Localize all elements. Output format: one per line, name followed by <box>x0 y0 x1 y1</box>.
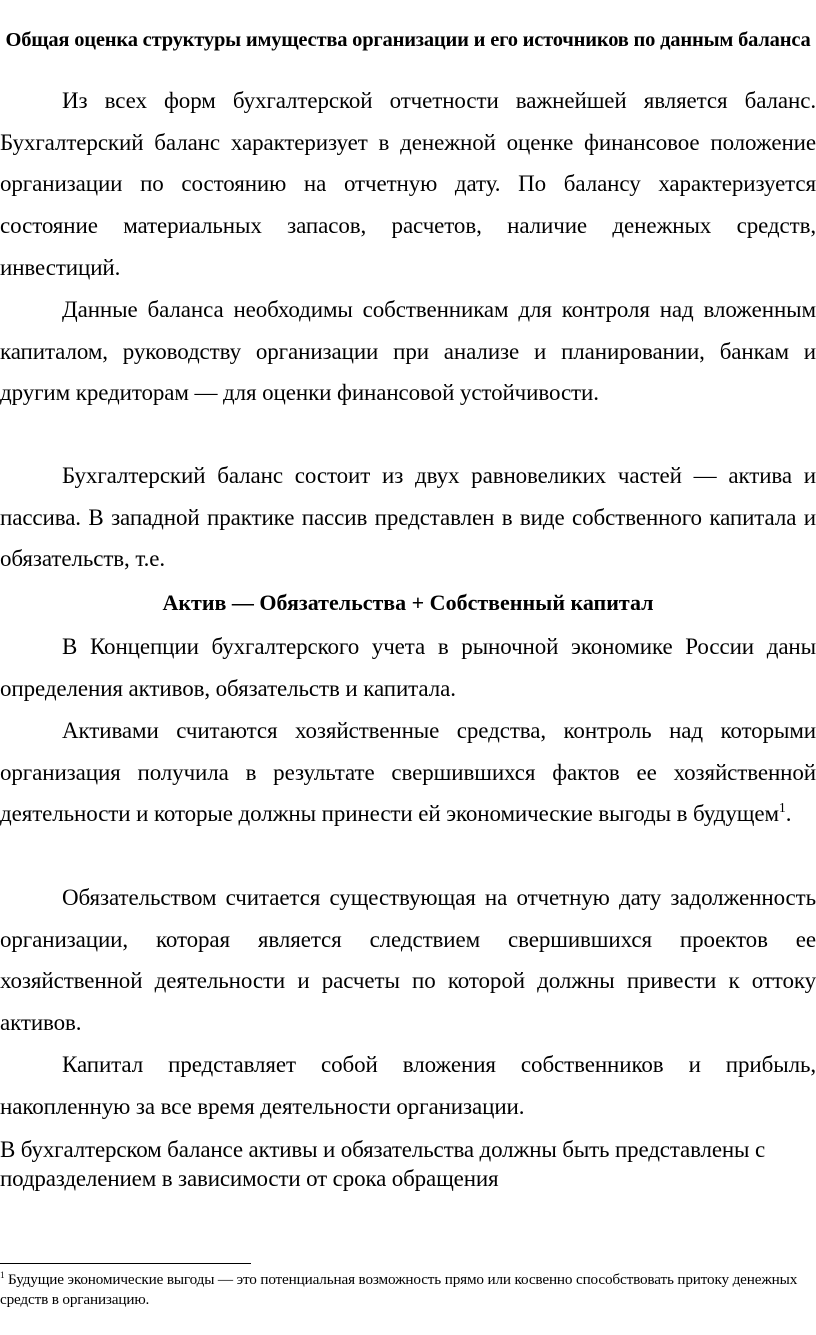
document-title: Общая оценка структуры имущества организации и его источников по данным баланса <box>5 29 811 51</box>
paragraph-balance-users: Данные баланса необходимы собственникам для контроля над вложенным капиталом, руководству организации при анализе и планировании, банкам и другим кредиторам — для оценки финансовой устойчивости. <box>0 297 816 406</box>
paragraph-balance-parts: Бухгалтерский баланс состоит из двух равновеликих частей — актива и пассива. В западной практике пассив представлен в виде собственного капитала и обязательств, т.е. <box>0 463 816 572</box>
balance-formula: Актив — Обязательства + Собственный капитал <box>162 590 654 615</box>
footnote-reference[interactable]: 1 <box>778 800 786 816</box>
paragraph-balance-intro: Из всех форм бухгалтерской отчетности важнейшей является баланс. Бухгалтерский баланс характеризует в денежной оценке финансовое положение организации по состоянию на отчетную дату. По балансу характеризуется состояние материальных запасов, расчетов, наличие денежных средств, инвестиций. <box>0 88 816 280</box>
paragraph-concept: В Концепции бухгалтерского учета в рыночной экономике России даны определения активов, обязательств и капитала. <box>0 634 816 701</box>
paragraph-liabilities-definition: Обязательством считается существующая на отчетную дату задолженность организации, которая является следствием свершившихся проектов ее хозяйственной деятельности и расчеты по которой должны привести к оттоку активов. <box>0 885 816 1036</box>
paragraph-assets-definition <box>0 710 816 835</box>
assets-definition-text: Активами считаются хозяйственные средства, контроль над которыми организация получила в результате свершившихся фактов ее хозяйственной деятельности и которые должны принести ей экономические выгоды в будущем <box>0 718 816 827</box>
paragraph-classification: В бухгалтерском балансе активы и обязательства должны быть представлены с подразделением в зависимости от срока обращения <box>0 1137 766 1191</box>
footnote-text: Будущие экономические выгоды — это потенциальная возможность прямо или косвенно способствовать притоку денежных средств в организацию. <box>0 1271 798 1308</box>
footnote <box>0 1270 816 1310</box>
footnote-separator <box>0 1263 251 1264</box>
footnote-marker: 1 <box>0 1270 5 1281</box>
assets-definition-tail: . <box>785 801 792 827</box>
paragraph-capital-definition: Капитал представляет собой вложения собственников и прибыль, накопленную за все время деятельности организации. <box>0 1052 816 1119</box>
